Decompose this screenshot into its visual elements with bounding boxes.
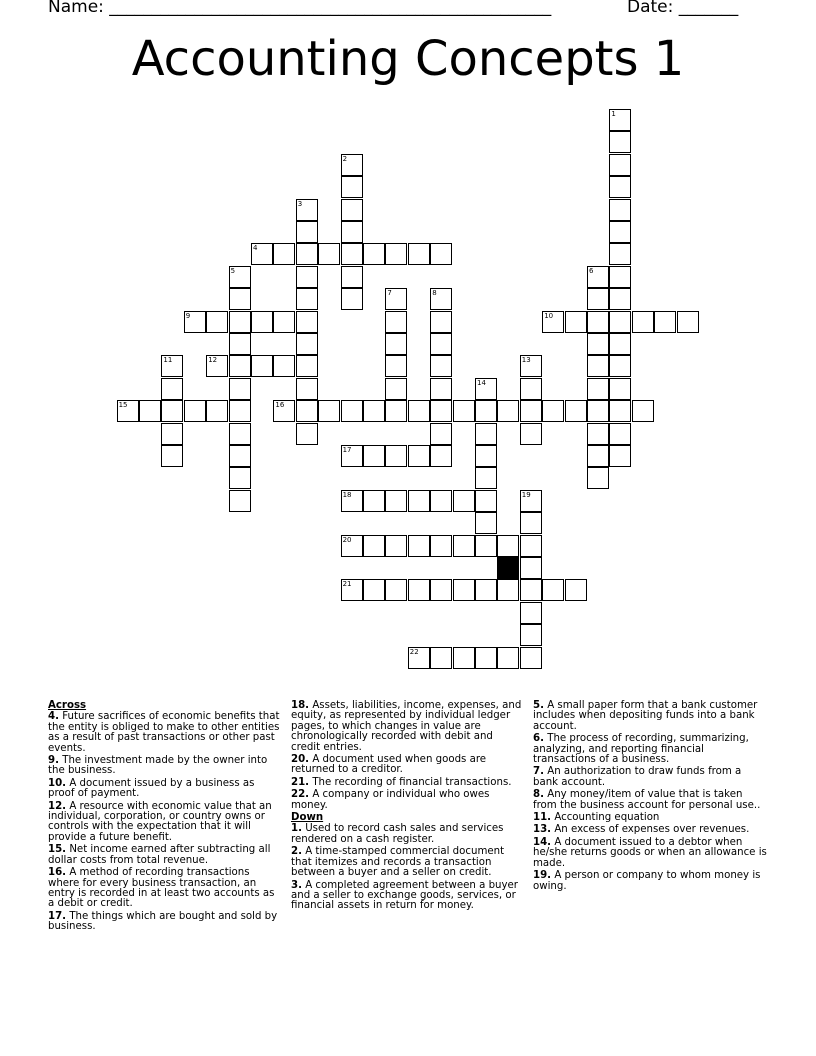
grid-cell[interactable] <box>497 647 519 669</box>
clue-number-label: 5 <box>230 266 236 275</box>
grid-cell[interactable] <box>430 400 452 422</box>
clue-number-label: 22 <box>409 647 419 656</box>
clue-number-label: 12 <box>208 356 218 365</box>
grid-cell[interactable] <box>273 355 295 377</box>
grid-cell[interactable] <box>475 579 497 601</box>
clue-down-13: 13. An excess of expenses over revenues. <box>533 824 750 836</box>
grid-cell[interactable] <box>542 579 564 601</box>
grid-cell[interactable] <box>453 647 475 669</box>
grid-cell[interactable] <box>229 445 251 467</box>
grid-cell[interactable] <box>184 400 206 422</box>
grid-cell[interactable] <box>475 445 497 467</box>
clue-number-label: 21 <box>342 580 352 589</box>
grid-cell[interactable] <box>609 131 631 153</box>
grid-cell[interactable] <box>520 602 542 624</box>
clue-number-label: 19 <box>521 490 531 499</box>
grid-cell[interactable] <box>385 243 407 265</box>
page-title: Accounting Concepts 1 <box>131 31 685 87</box>
clue-across-16: 16. A method of recording transactions where for every business transaction, an entry is recorded in at least two accounts as a debit or credit. <box>48 867 275 910</box>
grid-cell[interactable] <box>229 378 251 400</box>
clue-down-1: 1. Used to record cash sales and services rendered on a cash register. <box>291 823 504 845</box>
name-field-label: Name: ____________________________________________________ <box>48 0 552 17</box>
grid-cell[interactable] <box>520 557 542 579</box>
grid-cell[interactable] <box>385 445 407 467</box>
grid-cell[interactable] <box>430 243 452 265</box>
grid-cell[interactable] <box>430 535 452 557</box>
grid-cell[interactable] <box>363 490 385 512</box>
grid-cell[interactable] <box>229 490 251 512</box>
grid-cell[interactable] <box>430 490 452 512</box>
grid-cell[interactable] <box>430 445 452 467</box>
grid-cell[interactable] <box>296 400 318 422</box>
grid-cell[interactable] <box>587 288 609 310</box>
grid-cell[interactable] <box>453 535 475 557</box>
grid-cell[interactable] <box>520 579 542 601</box>
grid-cell[interactable] <box>363 579 385 601</box>
grid-cell[interactable] <box>385 355 407 377</box>
grid-cell[interactable] <box>251 355 273 377</box>
grid-cell[interactable] <box>296 423 318 445</box>
clue-across-10: 10. A document issued by a business as proof of payment. <box>48 777 255 800</box>
grid-cell[interactable] <box>408 400 430 422</box>
grid-cell[interactable] <box>161 445 183 467</box>
grid-cell[interactable] <box>229 333 251 355</box>
clue-number-label: 9 <box>185 311 191 320</box>
grid-cell[interactable] <box>430 378 452 400</box>
grid-cell[interactable] <box>520 624 542 646</box>
grid-cell[interactable] <box>385 579 407 601</box>
grid-cell[interactable] <box>475 535 497 557</box>
grid-cell[interactable] <box>430 579 452 601</box>
clue-down-8: 8. Any money/item of value that is taken from the business account for personal use.. <box>533 789 761 811</box>
grid-cell[interactable] <box>229 467 251 489</box>
grid-cell[interactable] <box>363 535 385 557</box>
grid-cell[interactable] <box>318 400 340 422</box>
black-cell <box>497 557 519 579</box>
clue-down-6: 6. The process of recording, summarizing, analyzing, and reporting financial transactions of a business. <box>533 733 749 766</box>
grid-cell[interactable] <box>475 400 497 422</box>
clue-number-label: 13 <box>521 356 531 365</box>
clue-across-4: 4. Future sacrifices of economic benefits that the entity is obliged to make to other entities as a result of past transactions or other past events. <box>48 711 280 754</box>
clues-column-3 <box>533 701 769 894</box>
clue-number-label: 7 <box>387 289 392 298</box>
grid-cell[interactable] <box>609 423 631 445</box>
grid-cell[interactable] <box>587 378 609 400</box>
grid-cell[interactable] <box>296 288 318 310</box>
grid-cell[interactable] <box>609 243 631 265</box>
grid-cell[interactable] <box>139 400 161 422</box>
clue-number-label: 6 <box>589 266 594 275</box>
grid-cell[interactable] <box>341 243 363 265</box>
grid-cell[interactable] <box>497 400 519 422</box>
clue-number-label: 2 <box>342 154 348 163</box>
grid-cell[interactable] <box>609 400 631 422</box>
clue-number-label: 1 <box>611 110 616 118</box>
grid-cell[interactable] <box>565 400 587 422</box>
grid-cell[interactable] <box>385 535 407 557</box>
grid-cell[interactable] <box>475 467 497 489</box>
grid-cell[interactable] <box>408 535 430 557</box>
clue-number-label: 4 <box>253 244 258 253</box>
clue-down-19: 19. A person or company to whom money is owing. <box>533 870 761 892</box>
grid-cell[interactable] <box>520 378 542 400</box>
grid-cell[interactable] <box>587 423 609 445</box>
grid-cell[interactable] <box>206 311 228 333</box>
grid-cell[interactable] <box>296 378 318 400</box>
clue-across-9: 9. The investment made by the owner into the business. <box>48 755 268 777</box>
grid-cell[interactable] <box>229 423 251 445</box>
grid-cell[interactable] <box>609 378 631 400</box>
grid-cell[interactable] <box>229 288 251 310</box>
grid-cell[interactable] <box>296 333 318 355</box>
date-field-label: Date: _______ <box>627 0 739 17</box>
grid-cell[interactable] <box>587 355 609 377</box>
grid-cell[interactable] <box>341 400 363 422</box>
clues-column-1 <box>48 701 280 935</box>
grid-cell[interactable] <box>161 423 183 445</box>
grid-cell[interactable] <box>609 311 631 333</box>
down-heading: Down <box>291 812 324 824</box>
grid-cell[interactable] <box>430 333 452 355</box>
grid-cell[interactable] <box>341 288 363 310</box>
grid-cell[interactable] <box>206 400 228 422</box>
grid-cell[interactable] <box>587 400 609 422</box>
grid-cell[interactable] <box>520 400 542 422</box>
grid-cell[interactable] <box>542 400 564 422</box>
grid-cell[interactable] <box>341 199 363 221</box>
across-heading: Across <box>48 700 87 711</box>
grid-cell[interactable] <box>408 445 430 467</box>
grid-cell[interactable] <box>341 221 363 243</box>
grid-cell[interactable] <box>609 266 631 288</box>
grid-cell[interactable] <box>587 467 609 489</box>
clue-down-3: 3. A completed agreement between a buyer and a seller to exchange goods, services, or financial assets in return for money. <box>291 879 518 912</box>
clue-number-label: 18 <box>342 490 352 499</box>
grid-cell[interactable] <box>609 333 631 355</box>
grid-cell[interactable] <box>408 490 430 512</box>
grid-cell[interactable] <box>497 535 519 557</box>
clue-number-label: 8 <box>432 289 437 298</box>
grid-cell[interactable] <box>251 311 273 333</box>
grid-cell[interactable] <box>363 400 385 422</box>
grid-cell[interactable] <box>520 647 542 669</box>
grid-cell[interactable] <box>229 355 251 377</box>
grid-cell[interactable] <box>385 400 407 422</box>
grid-cell[interactable] <box>318 243 340 265</box>
grid-cell[interactable] <box>430 423 452 445</box>
grid-cell[interactable] <box>430 647 452 669</box>
grid-cell[interactable] <box>229 400 251 422</box>
grid-cell[interactable] <box>453 579 475 601</box>
grid-cell[interactable] <box>609 445 631 467</box>
grid-cell[interactable] <box>565 311 587 333</box>
clue-across-12: 12. A resource with economic value that an individual, corporation, or country owns or controls with the expectation that it will provide a future benefit. <box>48 800 272 843</box>
grid-cell[interactable] <box>587 311 609 333</box>
grid-cell[interactable] <box>475 647 497 669</box>
clue-number-label: 11 <box>163 356 173 365</box>
grid-cell[interactable] <box>385 490 407 512</box>
grid-cell[interactable] <box>341 176 363 198</box>
clue-number-label: 15 <box>118 401 128 410</box>
grid-cell[interactable] <box>520 535 542 557</box>
grid-cell[interactable] <box>475 512 497 534</box>
grid-cell[interactable] <box>273 311 295 333</box>
clue-across-18: 18. Assets, liabilities, income, expenses, and equity, as represented by individual ledger pages, to which changes in value are chronologically recorded with debit and credit entries. <box>291 700 522 753</box>
grid-cell[interactable] <box>385 378 407 400</box>
grid-cell[interactable] <box>632 311 654 333</box>
clue-across-20: 20. A document used when goods are returned to a creditor. <box>291 754 487 776</box>
clue-number-label: 14 <box>477 378 486 387</box>
grid-cell[interactable] <box>475 423 497 445</box>
clue-across-15: 15. Net income earned after subtracting all dollar costs from total revenue. <box>48 844 271 866</box>
clue-number-label: 20 <box>342 535 352 544</box>
grid-cell[interactable] <box>565 579 587 601</box>
grid-cell[interactable] <box>363 445 385 467</box>
clue-down-11: 11. Accounting equation <box>533 812 660 824</box>
grid-cell[interactable] <box>609 199 631 221</box>
grid-cell[interactable] <box>453 400 475 422</box>
clue-number-label: 3 <box>297 199 303 208</box>
grid-cell[interactable] <box>520 512 542 534</box>
clue-number-label: 16 <box>275 401 285 410</box>
grid-cell[interactable] <box>363 243 385 265</box>
grid-cell[interactable] <box>161 400 183 422</box>
clue-down-7: 7. An authorization to draw funds from a bank account. <box>533 766 742 788</box>
clue-down-2: 2. A time-stamped commercial document that itemizes and records a transaction between a buyer and a seller on credit. <box>291 846 505 879</box>
grid-cell[interactable] <box>453 490 475 512</box>
clue-down-5: 5. A small paper form that a bank customer includes when depositing funds into a bank account. <box>533 700 758 732</box>
grid-cell[interactable] <box>341 266 363 288</box>
grid-cell[interactable] <box>497 579 519 601</box>
clue-across-17: 17. The things which are bought and sold by business. <box>48 910 278 933</box>
grid-cell[interactable] <box>632 400 654 422</box>
grid-cell[interactable] <box>385 311 407 333</box>
grid-cell[interactable] <box>587 445 609 467</box>
grid-cell[interactable] <box>229 311 251 333</box>
grid-cell[interactable] <box>609 176 631 198</box>
grid-cell[interactable] <box>609 355 631 377</box>
grid-cell[interactable] <box>273 243 295 265</box>
grid-cell[interactable] <box>609 154 631 176</box>
grid-cell[interactable] <box>430 311 452 333</box>
clue-number-label: 10 <box>544 311 554 320</box>
grid-cell[interactable] <box>408 243 430 265</box>
grid-cell[interactable] <box>654 311 676 333</box>
clue-number-label: 17 <box>342 446 352 454</box>
grid-cell[interactable] <box>385 333 407 355</box>
grid-cell[interactable] <box>430 355 452 377</box>
grid-cell[interactable] <box>408 579 430 601</box>
grid-cell[interactable] <box>587 333 609 355</box>
grid-cell[interactable] <box>296 221 318 243</box>
grid-cell[interactable] <box>609 221 631 243</box>
clue-across-22: 22. A company or individual who owes money. <box>291 789 490 811</box>
grid-cell[interactable] <box>296 355 318 377</box>
grid-cell[interactable] <box>475 490 497 512</box>
grid-cell[interactable] <box>677 311 699 333</box>
grid-cell[interactable] <box>520 423 542 445</box>
clues-column-2 <box>291 701 523 914</box>
grid-cell[interactable] <box>296 243 318 265</box>
clue-down-14: 14. A document issued to a debtor when he/she returns goods or when an allowance is made. <box>533 836 767 869</box>
clue-across-21: 21. The recording of financial transactions. <box>291 776 512 788</box>
grid-cell[interactable] <box>609 288 631 310</box>
grid-cell[interactable] <box>296 311 318 333</box>
grid-cell[interactable] <box>296 266 318 288</box>
grid-cell[interactable] <box>161 378 183 400</box>
